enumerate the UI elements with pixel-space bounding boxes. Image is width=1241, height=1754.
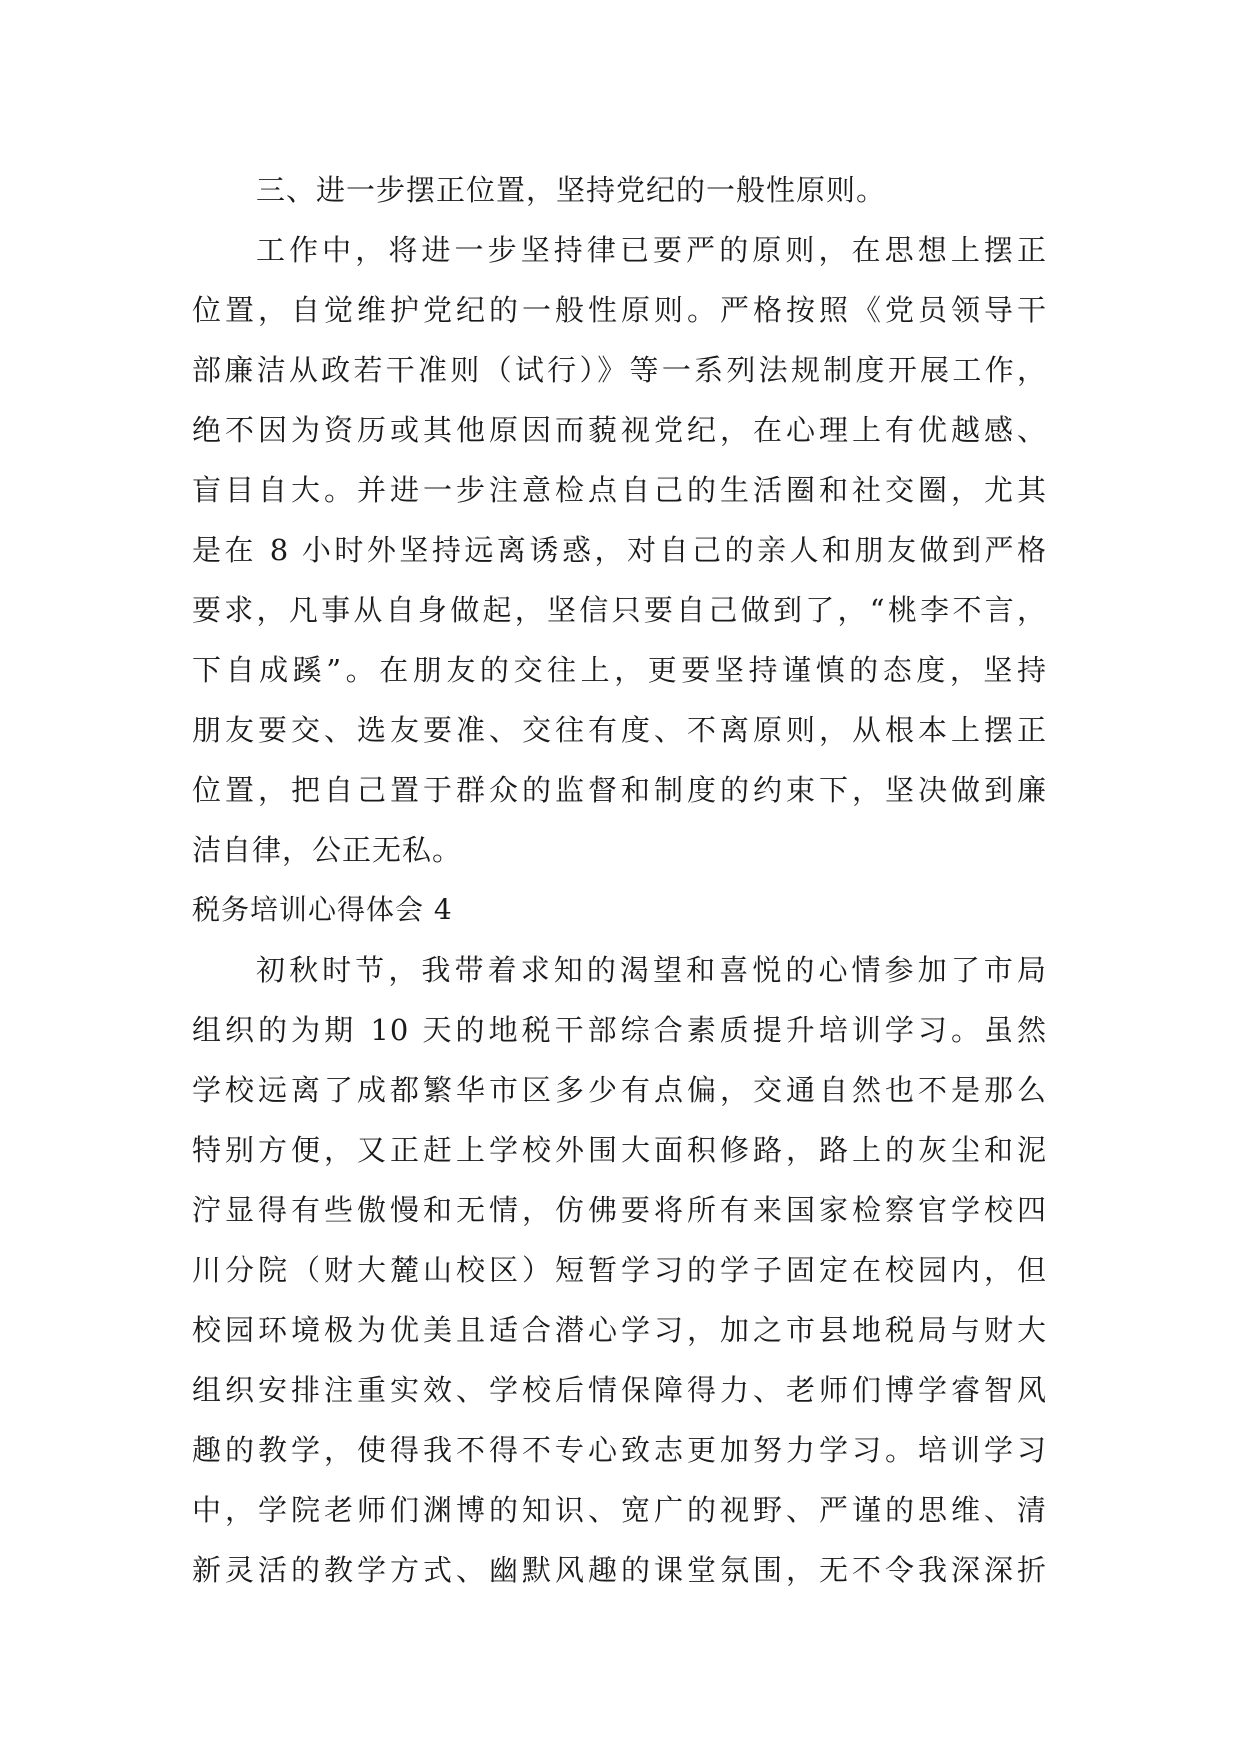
paragraph-line: 位置，把自己置于群众的监督和制度的约束下，坚决做到廉 — [192, 773, 1047, 807]
paragraph-line: 组织安排注重实效、学校后情保障得力、老师们博学睿智风 — [192, 1373, 1047, 1407]
paragraph-line: 新灵活的教学方式、幽默风趣的课堂氛围，无不令我深深折 — [192, 1553, 1047, 1587]
paragraph-line: 要求，凡事从自身做起，坚信只要自己做到了，“桃李不言， — [192, 593, 1047, 627]
paragraph-line: 盲目自大。并进一步注意检点自己的生活圈和社交圈，尤其 — [192, 473, 1047, 507]
paragraph-line: 洁自律，公正无私。 — [192, 833, 463, 867]
paragraph-line: 川分院（财大麓山校区）短暂学习的学子固定在校园内，但 — [192, 1253, 1047, 1287]
paragraph-line: 特别方便，又正赶上学校外围大面积修路，路上的灰尘和泥 — [192, 1133, 1047, 1167]
paragraph-line: 学校远离了成都繁华市区多少有点偏，交通自然也不是那么 — [192, 1073, 1047, 1107]
paragraph-line: 绝不因为资历或其他原因而藐视党纪，在心理上有优越感、 — [192, 413, 1047, 447]
paragraph-line: 部廉洁从政若干准则（试行）》等一系列法规制度开展工作， — [192, 353, 1047, 387]
paragraph-line: 初秋时节，我带着求知的渴望和喜悦的心情参加了市局 — [256, 953, 1047, 987]
paragraph-line: 下自成蹊”。在朋友的交往上，更要坚持谨慎的态度，坚持 — [192, 653, 1047, 687]
paragraph-line: 组织的为期 10 天的地税干部综合素质提升培训学习。虽然 — [192, 1013, 1047, 1047]
article-title: 税务培训心得体会 4 — [192, 893, 453, 926]
document-page — [192, 160, 1047, 1600]
paragraph-line: 泞显得有些傲慢和无情，仿佛要将所有来国家检察官学校四 — [192, 1193, 1047, 1227]
paragraph-line: 趣的教学，使得我不得不专心致志更加努力学习。培训学习 — [192, 1433, 1047, 1467]
paragraph-line: 工作中，将进一步坚持律已要严的原则，在思想上摆正 — [256, 233, 1047, 267]
section-heading: 三、进一步摆正位置，坚持党纪的一般性原则。 — [256, 173, 887, 207]
paragraph-line: 位置，自觉维护党纪的一般性原则。严格按照《党员领导干 — [192, 293, 1047, 327]
paragraph-line: 校园环境极为优美且适合潜心学习，加之市县地税局与财大 — [192, 1313, 1047, 1347]
paragraph-line: 中，学院老师们渊博的知识、宽广的视野、严谨的思维、清 — [192, 1493, 1047, 1527]
paragraph-line: 朋友要交、选友要准、交往有度、不离原则，从根本上摆正 — [192, 713, 1047, 747]
paragraph-line: 是在 8 小时外坚持远离诱惑，对自己的亲人和朋友做到严格 — [192, 533, 1047, 567]
